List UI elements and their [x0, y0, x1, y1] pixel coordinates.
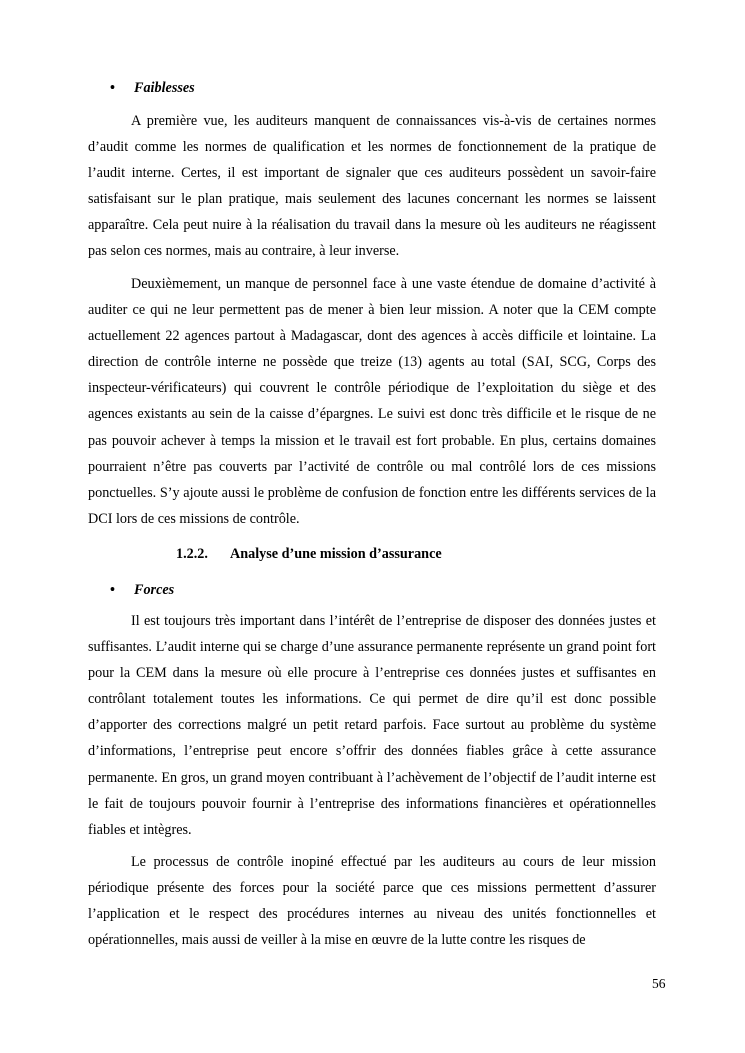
section-number: 1.2.2.	[176, 546, 208, 562]
bullet-dot-icon: •	[110, 582, 115, 598]
paragraph-forces-1: Il est toujours très important dans l’intérêt de l’entreprise de disposer des données justes et suffisantes. L’audit interne qui se charge d’une assurance permanente représente un grand point fort pour la CEM dans la mesure où elle procure à l’entreprise ces données justes et suffisantes en contrôlant totalement toutes les informations. Ce qui permet de dire qu’il est donc possible d’apporter des corrections malgré un petit retard parfois. Face surtout au problème du système d’informations, l’entreprise peut encore s’offrir des données fiables grâce à cette assurance permanente. En gros, un grand moyen contribuant à l’achèvement de l’objectif de l’audit interne est le fait de toujours pouvoir fournir à l’entreprise des informations financières et opérationnelles fiables et intègres.	[88, 613, 656, 838]
page-number: 56	[652, 976, 666, 991]
paragraph-faiblesses-1: A première vue, les auditeurs manquent de connaissances vis-à-vis de certaines normes d’audit comme les normes de qualification et les normes de fonctionnement de la pratique de l’audit interne. Certes, il est important de signaler que ces auditeurs possèdent un savoir-faire satisfaisant sur le plan pratique, mais seulement des lacunes concernant les normes se laissent apparaître. Cela peut nuire à la réalisation du travail dans la mesure où les auditeurs ne réagissent pas selon ces normes, mais au contraire, à leur inverse.	[88, 113, 656, 260]
paragraph-faiblesses-2: Deuxièmement, un manque de personnel face à une vaste étendue de domaine d’activité à auditer ce qui ne leur permettent pas de mener à bien leur mission. A noter que la CEM compte actuellement 22 agences partout à Madagascar, dont des agences à accès difficile et lointaine. La direction de contrôle interne ne possède que treize (13) agents au total (SAI, SCG, Corps des inspecteur-vérificateurs) qui couvrent le contrôle périodique de l’exploitation du siège et des agences existants au sein de la caisse d’épargnes. Le suivi est donc très difficile et le risque de ne pas pouvoir achever à temps la mission et le travail est fort probable. En plus, certains domaines pourraient n’être pas couverts par l’activité de contrôle ou mal contrôlé lors de ces missions ponctuelles. S’y ajoute aussi le problème de confusion de fonction entre les différents services de la DCI lors de ces missions de contrôle.	[88, 276, 656, 527]
section-title: Analyse d’une mission d’assurance	[230, 546, 442, 562]
section-heading	[176, 544, 442, 564]
bullet-label: Faiblesses	[134, 80, 195, 96]
bullet-dot-icon: •	[110, 80, 115, 96]
paragraph-forces-2: Le processus de contrôle inopiné effectué par les auditeurs au cours de leur mission périodique présente des forces pour la société parce que ces missions permettent d’assurer l’application et le respect des procédures internes au niveau des unités fonctionnelles et opérationnelles, mais aussi de veiller à la mise en œuvre de la lutte contre les risques de	[88, 854, 656, 949]
bullet-label: Forces	[134, 582, 175, 598]
